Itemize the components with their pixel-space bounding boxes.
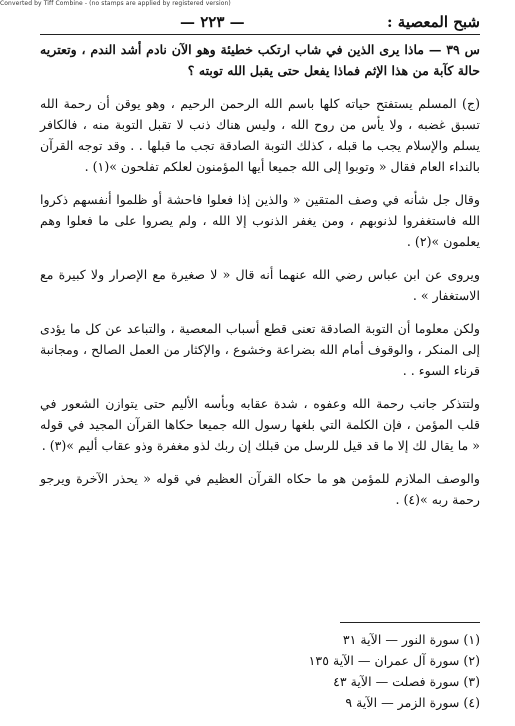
- footnote-3: (٣) سورة فصلت — الآية ٤٣: [333, 674, 480, 689]
- body-paragraph-2: وقال جل شأنه في وصف المتقين « والذين إذا فعلوا فاحشة أو ظلموا أنفسهم ذكروا الله فاستغفروا لذنوبهم ، ومن يغفر الذنوب إلا الله ، ولم يصروا على ما فعلوا وهم يعلمون »(٢) .: [40, 192, 480, 249]
- footnote-rule: [340, 622, 480, 623]
- document-page: [40, 10, 480, 522]
- footnote-2: (٢) سورة آل عمران — الآية ١٣٥: [308, 653, 480, 668]
- page-number: — ٢٢٣ —: [180, 13, 245, 31]
- chapter-title: شبح المعصية :: [387, 13, 480, 31]
- footnote-1: (١) سورة النور — الآية ٣١: [342, 632, 480, 647]
- page-header: [40, 10, 480, 34]
- answer-text: المسلم يستفتح حياته كلها باسم الله الرحمن الرحيم ، وهو يوقن أن رحمة الله تسبق غضبه ، ولا يأس من روح الله ، وليس هناك ذنب لا تقبل التوبة منه ، فالكافر يسلم والإسلام يجب ما قبله ، كذلك التوبة الصادقة تجب ما قبلها . . وقد توجه القرآن بالنداء العام فقال « وتوبوا إلى الله جميعا أيها المؤمنون لعلكم تفلحون »(١) .: [40, 96, 480, 174]
- converter-watermark: Converted by Tiff Combine - (no stamps are applied by registered version): [0, 0, 231, 7]
- question-paragraph: س ٣٩ — ماذا يرى الذين في شاب ارتكب خطيئة وهو الآن نادم أشد الندم ، وتعتريه حالة كآبة من هذا الإثم فماذا يفعل حتى يقبل الله توبته ؟: [40, 42, 480, 78]
- body-paragraph-5: ولتتذكر جانب رحمة الله وعفوه ، شدة عقابه وبأسه الأليم حتى يتوازن الشعور في قلب المؤمن ، فإن الكلمة التي بلغها رسول الله جميعا حكاها القرآن المجيد في قوله « ما يقال لك إلا ما قد قيل للرسل من قبلك إن ربك لذو مغفرة وذو عقاب أليم »(٣) .: [40, 396, 480, 453]
- header-rule: [40, 34, 480, 35]
- footnote-4: (٤) سورة الزمر — الآية ٩: [345, 695, 480, 710]
- body-paragraph-3: ويروى عن ابن عباس رضي الله عنهما أنه قال « لا صغيرة مع الإصرار ولا كبيرة مع الاستغفار » .: [40, 267, 480, 303]
- answer-paragraph-1: [40, 93, 480, 177]
- footnotes: [270, 622, 480, 713]
- body-paragraph-4: ولكن معلوما أن التوبة الصادقة تعنى قطع أسباب المعصية ، والتباعد عن كل ما يؤدى إلى المنكر ، والوقوف أمام الله بضراعة وخشوع ، والإكثار من العمل الصالح ، ومجانبة قرناء السوء . .: [40, 321, 480, 378]
- answer-label: (ج): [462, 96, 480, 111]
- body-paragraph-6: والوصف الملازم للمؤمن هو ما حكاه القرآن العظيم في قوله « يحذر الآخرة ويرجو رحمة ربه »(٤) .: [40, 471, 480, 507]
